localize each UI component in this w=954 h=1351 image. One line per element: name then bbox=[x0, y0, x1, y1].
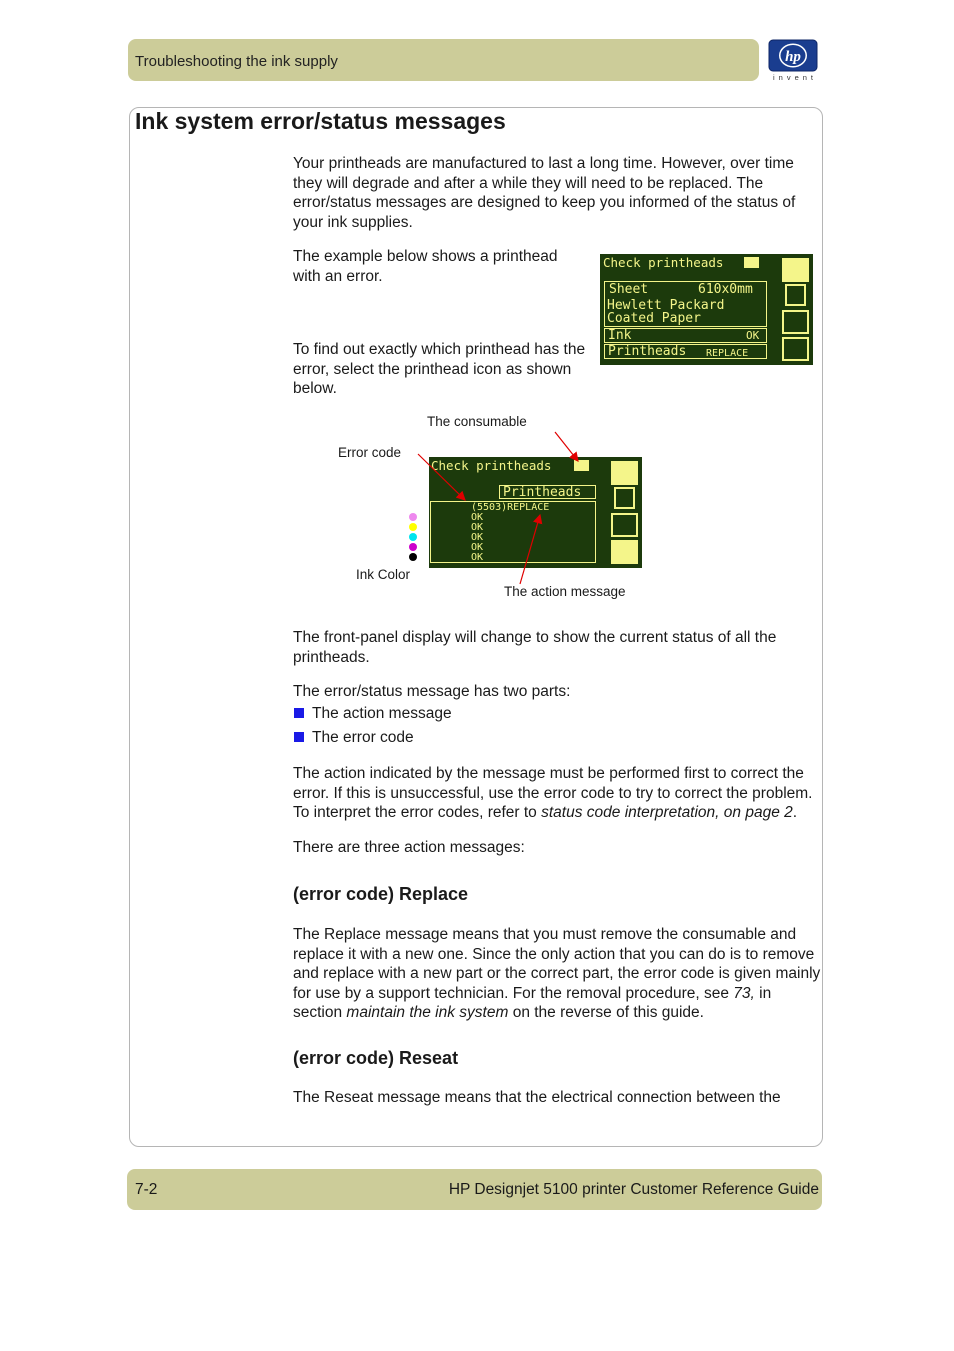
page-number: 7-2 bbox=[135, 1181, 158, 1198]
replace-text-mid: in section bbox=[293, 984, 772, 1021]
printheads-tab-label: Printheads bbox=[503, 485, 582, 500]
callout-consumable: The consumable bbox=[427, 414, 527, 429]
paragraph-action bbox=[293, 764, 821, 823]
arrow-consumable bbox=[555, 432, 578, 461]
callout-ink-color: Ink Color bbox=[356, 567, 411, 582]
paragraph-three-actions: There are three action messages: bbox=[293, 839, 525, 856]
paragraph-action-text: The action indicated by the message must be performed first to correct the error. If this is unsuccessful, use the error code to try to correct the problem. To interpret the error codes, refer to bbox=[293, 765, 813, 821]
footer-bar bbox=[127, 1169, 822, 1210]
replace-text: The Replace message means that you must remove the consumable and replace it with a new one. Since the only action that you can do is to remove and replace with a new part or the correct part, the error code is given mainly for use by a support technician. For the removal procedure, see bbox=[293, 926, 821, 1002]
status-row-1: (5503)REPLACE bbox=[471, 502, 550, 513]
guide-title: HP Designjet 5100 printer Customer Reference Guide bbox=[448, 1181, 819, 1198]
callout-action-message: The action message bbox=[504, 584, 626, 599]
logo-tagline: invent bbox=[773, 73, 818, 82]
display-top-line: Check printheads bbox=[603, 255, 724, 270]
status-row-3: OK bbox=[471, 522, 484, 533]
reseat-heading: (error code) Reseat bbox=[293, 1048, 459, 1068]
arrow-error-code bbox=[418, 454, 465, 500]
replace-paragraph bbox=[293, 925, 821, 1023]
arrow-action-message bbox=[520, 515, 540, 584]
reseat-paragraph: The Reseat message means that the electrical connection between the bbox=[293, 1089, 781, 1106]
page-reference[interactable]: 73, bbox=[733, 984, 755, 1002]
status-code-reference[interactable]: status code interpretation, on page 2 bbox=[541, 804, 793, 821]
paragraph-intro: Your printheads are manufactured to last a long time. However, over time they will degrade and after a while they will need to be replaced. The error/status messages are designed to keep you informed of the status of your ink supplies. bbox=[293, 155, 796, 231]
paragraph-two-parts: The error/status message has two parts: bbox=[293, 683, 571, 700]
bullet-item bbox=[294, 704, 452, 723]
sheet-size: 610x0mm bbox=[698, 282, 753, 297]
ink-status: OK bbox=[746, 329, 760, 342]
paragraph-find-printhead: To find out exactly which printhead has the error, select the printhead icon as shown below. bbox=[293, 341, 586, 397]
section-reference[interactable]: maintain the ink system bbox=[346, 1004, 509, 1021]
status-row-4: OK bbox=[471, 532, 484, 543]
bullet-square-icon bbox=[294, 708, 304, 718]
paper-line-1: Hewlett Packard bbox=[607, 298, 725, 313]
status-row-6: OK bbox=[471, 552, 484, 563]
replace-heading: (error code) Replace bbox=[293, 884, 469, 904]
bullet-text: The error code bbox=[312, 729, 414, 746]
svg-text:hp: hp bbox=[785, 49, 801, 65]
printheads-label: Printheads bbox=[608, 344, 687, 359]
paper-line-2: Coated Paper bbox=[607, 311, 701, 326]
display2-top-line: Check printheads bbox=[431, 458, 552, 473]
bullet-square-icon bbox=[294, 732, 304, 742]
bullet-item bbox=[294, 728, 414, 747]
paragraph-action-end: . bbox=[792, 804, 798, 821]
paragraph-example: The example below shows a printhead with an error. bbox=[293, 248, 558, 285]
status-row-2: OK bbox=[471, 512, 484, 523]
sheet-label: Sheet bbox=[609, 282, 649, 297]
paragraph-front-panel: The front-panel display will change to show the current status of all the printheads. bbox=[293, 629, 777, 666]
status-row-5: OK bbox=[471, 542, 484, 553]
callout-error-code: Error code bbox=[338, 445, 402, 460]
section-title: Ink system error/status messages bbox=[135, 108, 506, 134]
printheads-status: REPLACE bbox=[706, 348, 749, 359]
bullet-text: The action message bbox=[312, 705, 452, 722]
replace-text-end: on the reverse of this guide. bbox=[508, 1004, 704, 1021]
header-title: Troubleshooting the ink supply bbox=[135, 53, 338, 70]
ink-label: Ink bbox=[608, 328, 632, 343]
